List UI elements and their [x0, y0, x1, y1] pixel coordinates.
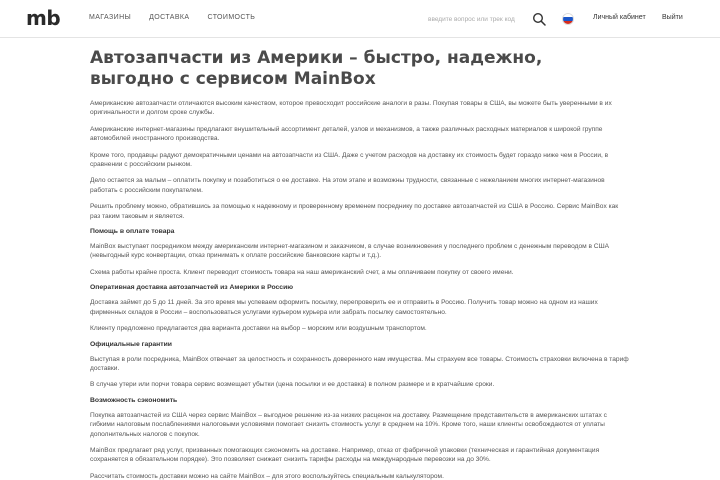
section-heading-save: Возможность сэкономить	[90, 396, 178, 404]
paragraph: Доставка займет до 5 до 11 дней. За это время мы успеваем оформить посылку, перепроверить ее и отправить в Россию. Получить товар можно на одном из наших фирменных складов в России – воспользоваться услугами курьером курьера или забрать посылку самостоятельно.	[90, 299, 598, 316]
main-nav	[89, 14, 273, 21]
paragraph: Схема работы крайне проста. Клиент переводит стоимость товара на наш американский счет, а мы оплачиваем покупку от своего имени.	[90, 268, 514, 276]
page-title: Автозапчасти из Америки – быстро, надежно, выгодно с сервисом MainBox	[90, 48, 543, 89]
paragraph: Американские автозапчасти отличаются высоким качеством, которое превосходит российские аналоги в разы. Покупая товары в США, вы можете быть уверенными в их оригинальности и долгом сроке службы.	[90, 100, 612, 117]
paragraph: Выступая в роли посредника, MainBox отвечает за целостность и сохранность доверенного нам имущества. Мы страхуем все товары. Стоимость страховки включена в тариф доставки.	[90, 355, 629, 372]
nav-item-delivery[interactable]: ДОСТАВКА	[149, 14, 190, 21]
search-input[interactable]	[428, 12, 524, 26]
search-icon[interactable]	[532, 12, 546, 26]
paragraph: Кроме того, продавцы радуют демократичными ценами на автозапчасти из США. Даже с учетом расходов на доставку их стоимость будет гораздо ниже чем в России, в сравнении с российским рынком.	[90, 151, 609, 169]
paragraph: Покупка автозапчастей из США через сервис MainBox – выгодное решение из-за низких расценок на доставку. Размещение представительств в американских штатах с гибкими налоговым послаблениями налоговыми условиями помогает снизить стоимость услуг в среднем на 10%. Кроме того, наши клиенты освобождаются от уплаты дополнительных налогов с покупок.	[90, 411, 607, 438]
paragraph: Решить проблему можно, обратившись за помощью к надежному и проверенному временем посреднику по доставке автозапчастей из США в Россию. Сервис MainBox как раз таким таковым и является.	[90, 203, 619, 220]
logo[interactable]: mb	[26, 6, 61, 30]
section-heading-guarantee: Официальные гарантии	[90, 340, 172, 348]
paragraph: Клиенту предложено предлагается два варианта доставки на выбор – морским или воздушным транспортом.	[90, 325, 427, 333]
logout-link[interactable]: Выйти	[662, 14, 683, 21]
nav-item-stores[interactable]: МАГАЗИНЫ	[89, 14, 132, 21]
paragraph: MainBox выступает посредником между американским интернет-магазином и заказчиком, в случае возникновения у последнего проблем с денежным переводом в США (невыгодный курс конвертации, отказ принимать к оплате российские банковские карты и т.д.).	[90, 243, 610, 260]
paragraph: MainBox предлагает ряд услуг, призванных помогающих сэкономить на доставке. Например, отказ от фабричной упаковки (техническая и гарантийная документация сохраняется в обязательном порядке). Это позволяет снижает снизить тарифы расходы на международные перевозки на до 30%.	[90, 446, 600, 464]
paragraph: Американские интернет-магазины предлагают внушительный ассортимент деталей, узлов и механизмов, а также различных расходных материалов к широкой группе автомобилей иностранного производства.	[90, 125, 603, 143]
paragraph: Рассчитать стоимость доставки можно на сайте MainBox – для этого воспользуйтесь специальным калькулятором.	[90, 472, 444, 480]
section-heading-delivery: Оперативная доставка автозапчастей из Америки в Россию	[90, 284, 294, 292]
site-header	[0, 0, 720, 38]
nav-item-price[interactable]: СТОИМОСТЬ	[207, 14, 256, 21]
account-link[interactable]: Личный кабинет	[593, 14, 646, 21]
language-flag-icon[interactable]	[562, 13, 574, 25]
section-heading-payment: Помощь в оплате товара	[90, 228, 175, 236]
article-content	[90, 48, 630, 480]
paragraph: В случае утери или порчи товара сервис возмещает убытки (цена посылки и ее доставка) в полном размере и в кратчайшие сроки.	[90, 381, 495, 389]
paragraph: Дело остается за малым – оплатить покупку и позаботиться о ее доставке. На этом этапе и возможны трудности, связанные с нежеланием многих интернет-магазинов работать с российским покупателем.	[90, 177, 605, 194]
